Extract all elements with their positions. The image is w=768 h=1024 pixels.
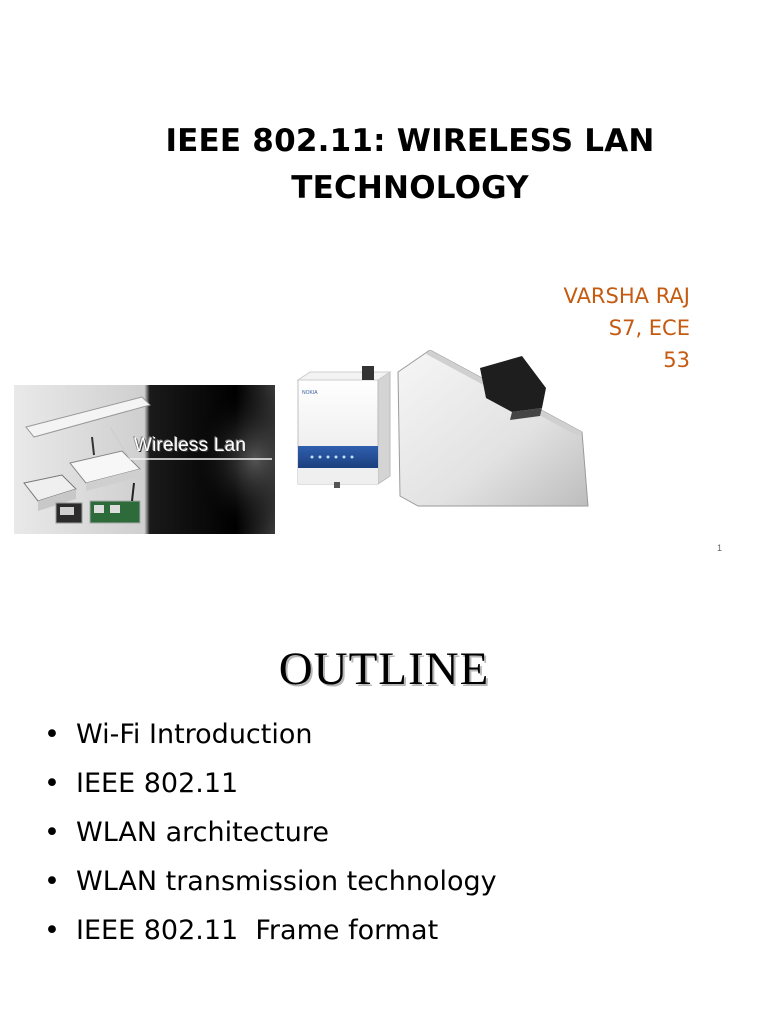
access-point-illustration (290, 350, 590, 510)
list-item-text: Wi-Fi Introduction (76, 719, 313, 750)
access-point-image (290, 350, 590, 510)
slide-title (90, 118, 730, 212)
bullet-icon: • (44, 768, 60, 799)
list-item (44, 710, 497, 759)
bullet-icon: • (44, 817, 60, 848)
slide-2 (0, 584, 768, 1024)
author-class: S7, ECE (608, 316, 690, 340)
outline-list (44, 710, 497, 955)
outline-title: OUTLINE (278, 643, 490, 695)
nokia-brand: NOKIA (302, 390, 318, 396)
wireless-lan-image (14, 385, 275, 534)
list-item (44, 808, 497, 857)
page-number: 1 (716, 543, 722, 553)
author-name: VARSHA RAJ (563, 284, 690, 308)
list-item (44, 759, 497, 808)
wireless-lan-caption: Wireless Lan (134, 435, 247, 456)
slide-title-line-2: TECHNOLOGY (291, 170, 529, 206)
list-item (44, 857, 497, 906)
wireless-lan-collage (14, 385, 275, 534)
list-item-text: WLAN transmission technology (76, 866, 497, 897)
bullet-icon: • (44, 866, 60, 897)
bullet-icon: • (44, 719, 60, 750)
list-item-text: WLAN architecture (76, 817, 329, 848)
slide-title-line-1: IEEE 802.11: WIRELESS LAN (165, 123, 655, 159)
list-item-text: IEEE 802.11 Frame format (76, 915, 439, 946)
list-item-text: IEEE 802.11 (76, 768, 239, 799)
list-item (44, 906, 497, 955)
bullet-icon: • (44, 915, 60, 946)
author-roll: 53 (663, 348, 690, 372)
